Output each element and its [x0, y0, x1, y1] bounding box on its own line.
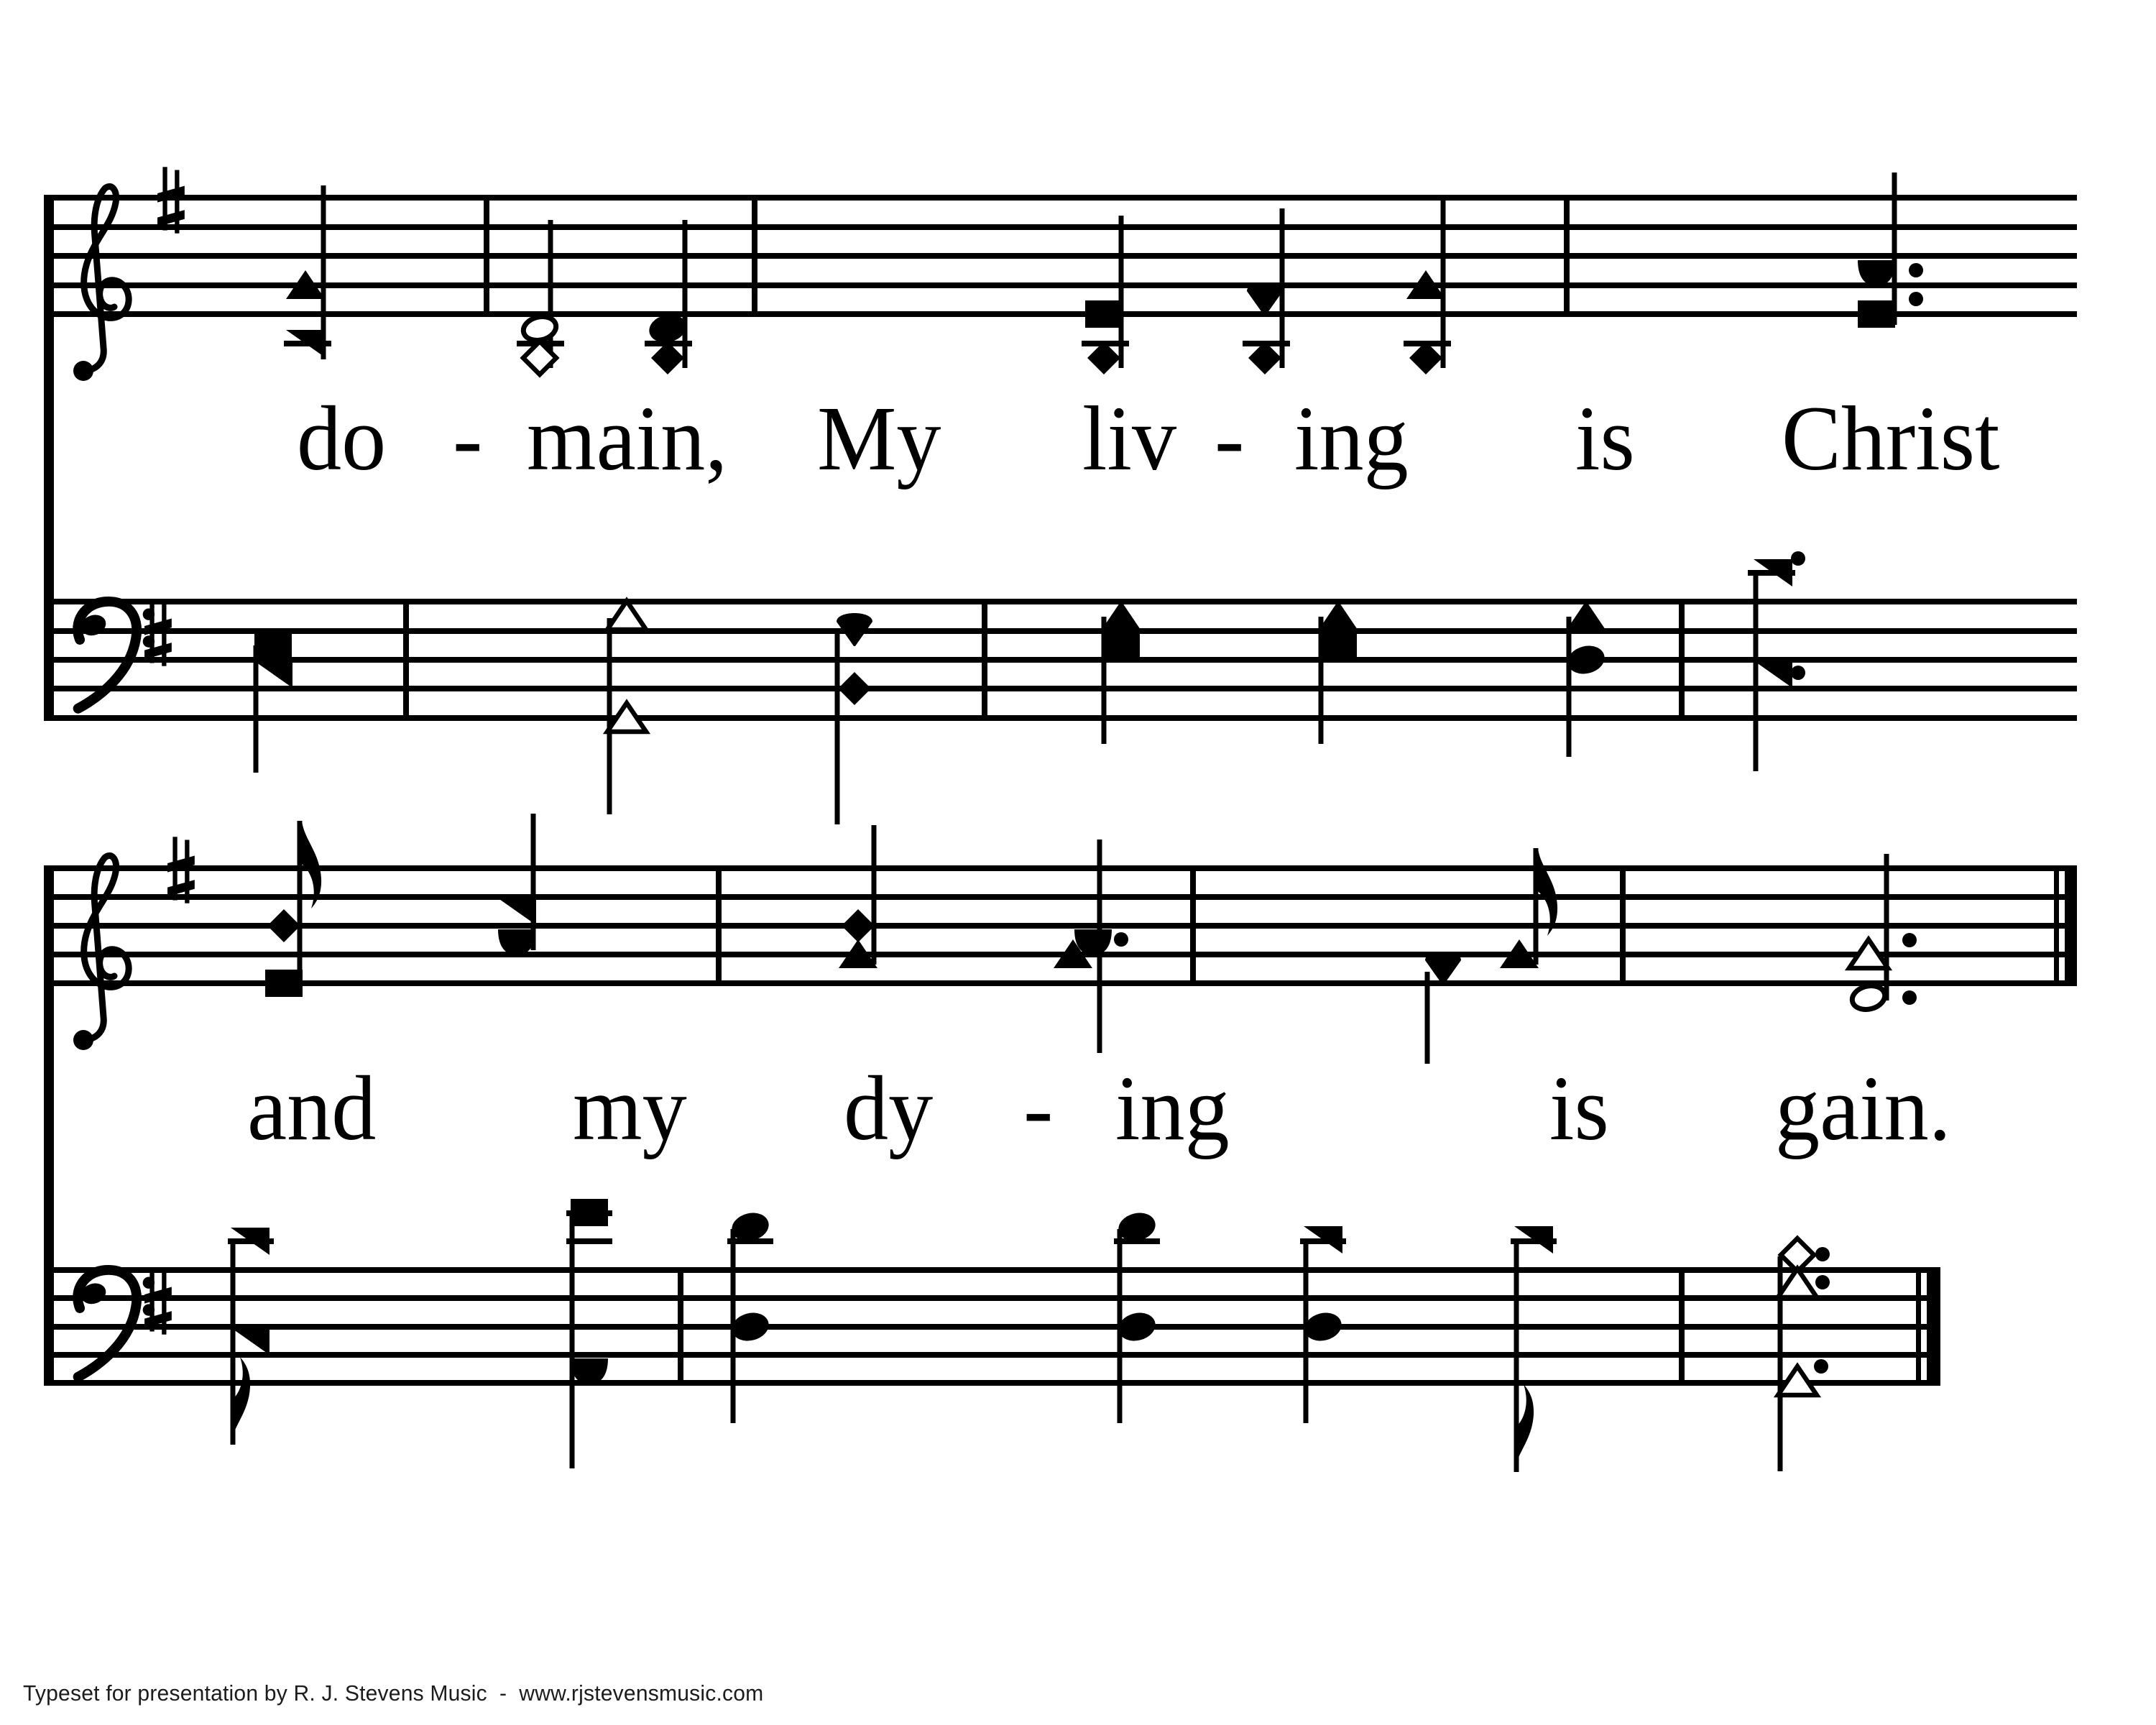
- note-stem: [254, 645, 259, 773]
- barline: [1679, 599, 1685, 721]
- note-head-fa: [497, 898, 536, 925]
- note-head-do: [607, 601, 646, 630]
- note-head-do: [1102, 601, 1141, 630]
- barline: [1620, 865, 1626, 986]
- final-barline-thick: [1927, 1267, 1940, 1386]
- note-stem: [1425, 972, 1430, 1064]
- treble-clef-icon: [73, 855, 129, 1050]
- lyric-syllable: and: [247, 1057, 377, 1159]
- lyric-syllable: Christ: [1782, 387, 2000, 489]
- note-stem: [1884, 854, 1889, 1000]
- note-head-mi: [838, 672, 871, 705]
- lyric-syllable: ing: [1294, 387, 1409, 489]
- augmentation-dot: [1902, 933, 1917, 947]
- note-head-fa: [1754, 661, 1792, 688]
- final-barline-thin: [2054, 865, 2059, 986]
- staff-line: [49, 599, 2077, 604]
- augmentation-dot: [1815, 1247, 1830, 1261]
- lyric-hyphen: -: [1215, 387, 1245, 489]
- note-stem: [1119, 216, 1124, 368]
- treble-clef-icon: [73, 186, 129, 381]
- barline: [1564, 195, 1570, 317]
- staff-line: [49, 1324, 1940, 1330]
- note-head-la: [571, 1199, 608, 1226]
- note-stem: [548, 220, 553, 368]
- lyric-syllable: liv: [1082, 387, 1177, 489]
- barline: [1190, 865, 1196, 986]
- staff-line: [49, 894, 2077, 900]
- staff-line: [49, 282, 2077, 288]
- staff-line: [49, 1380, 1940, 1386]
- barline: [716, 865, 722, 986]
- staff-line: [49, 923, 2077, 929]
- staff-line: [49, 686, 2077, 691]
- system-barline: [44, 195, 54, 721]
- note-stem: [872, 825, 877, 965]
- barline: [403, 599, 409, 721]
- barline: [1679, 1267, 1685, 1386]
- note-head-ti: [1425, 952, 1461, 985]
- barline: [982, 599, 987, 721]
- final-barline-thick: [2065, 865, 2077, 986]
- barline: [484, 195, 489, 317]
- final-barline-thin: [1916, 1267, 1921, 1386]
- note-stem: [298, 821, 303, 993]
- note-head-re: [1858, 260, 1895, 286]
- augmentation-dot: [1902, 990, 1917, 1005]
- lyric-syllable: do: [297, 387, 387, 489]
- barline: [678, 1267, 683, 1386]
- note-stem: [1754, 574, 1759, 771]
- note-stem: [1567, 617, 1572, 757]
- note-head-ti: [1247, 282, 1283, 316]
- augmentation-dot: [1114, 932, 1128, 947]
- augmentation-dot: [1909, 263, 1923, 277]
- note-stem: [607, 618, 612, 814]
- augmentation-dot: [1909, 292, 1923, 306]
- footer-credit: Typeset for presentation by R. J. Stevens Music - www.rjstevensmusic.com: [23, 1680, 764, 1706]
- staff-line: [49, 1295, 1940, 1301]
- note-stem: [1441, 200, 1446, 368]
- lyric-syllable: is: [1549, 1057, 1609, 1159]
- note-head-fa: [231, 1328, 270, 1355]
- staff-line: [49, 195, 2077, 201]
- staff-line: [49, 980, 2077, 986]
- system-barline: [44, 865, 54, 1386]
- lyric-syllable: is: [1575, 387, 1635, 489]
- note-head-do: [1319, 601, 1358, 630]
- barline: [752, 195, 757, 317]
- note-head-la: [1085, 300, 1123, 328]
- lyric-syllable: gain.: [1775, 1057, 1951, 1159]
- note-head-la: [265, 970, 303, 997]
- lyric-syllable: My: [817, 387, 941, 489]
- staff-line: [49, 628, 2077, 634]
- note-head-do: [1567, 601, 1606, 630]
- staff-line: [49, 311, 2077, 317]
- staff-line: [49, 224, 2077, 230]
- staff-line: [49, 253, 2077, 259]
- note-head-mi: [267, 909, 300, 942]
- note-stem: [683, 220, 688, 368]
- augmentation-dot: [1815, 1275, 1830, 1289]
- lyric-hyphen: -: [1023, 1057, 1054, 1159]
- bass-clef-icon: [78, 1270, 155, 1377]
- staff-line: [49, 715, 2077, 721]
- note-head-la: [1858, 300, 1895, 328]
- eighth-flag: [1538, 848, 1557, 936]
- augmentation-dot: [1791, 666, 1805, 680]
- lyric-syllable: dy: [844, 1057, 934, 1159]
- lyric-syllable: my: [573, 1057, 687, 1159]
- note-head-sol: [1850, 983, 1887, 1013]
- staff-line: [49, 865, 2077, 871]
- note-head-re: [498, 929, 535, 955]
- lyric-hyphen: -: [453, 387, 483, 489]
- note-head-la: [1319, 631, 1357, 658]
- augmentation-dot: [1814, 1359, 1828, 1374]
- staff-line: [49, 1267, 1940, 1273]
- bass-clef-icon: [78, 602, 155, 709]
- lyric-syllable: main,: [527, 387, 728, 489]
- note-stem: [570, 1216, 575, 1468]
- lyric-syllable: ing: [1115, 1057, 1230, 1159]
- note-stem: [1534, 848, 1539, 965]
- note-head-la: [1102, 631, 1140, 658]
- augmentation-dot: [1791, 551, 1805, 566]
- note-head-mi: [842, 909, 875, 942]
- note-head-fa: [254, 661, 292, 688]
- staff-line: [49, 1352, 1940, 1358]
- note-head-la: [254, 631, 292, 658]
- note-stem: [835, 631, 840, 824]
